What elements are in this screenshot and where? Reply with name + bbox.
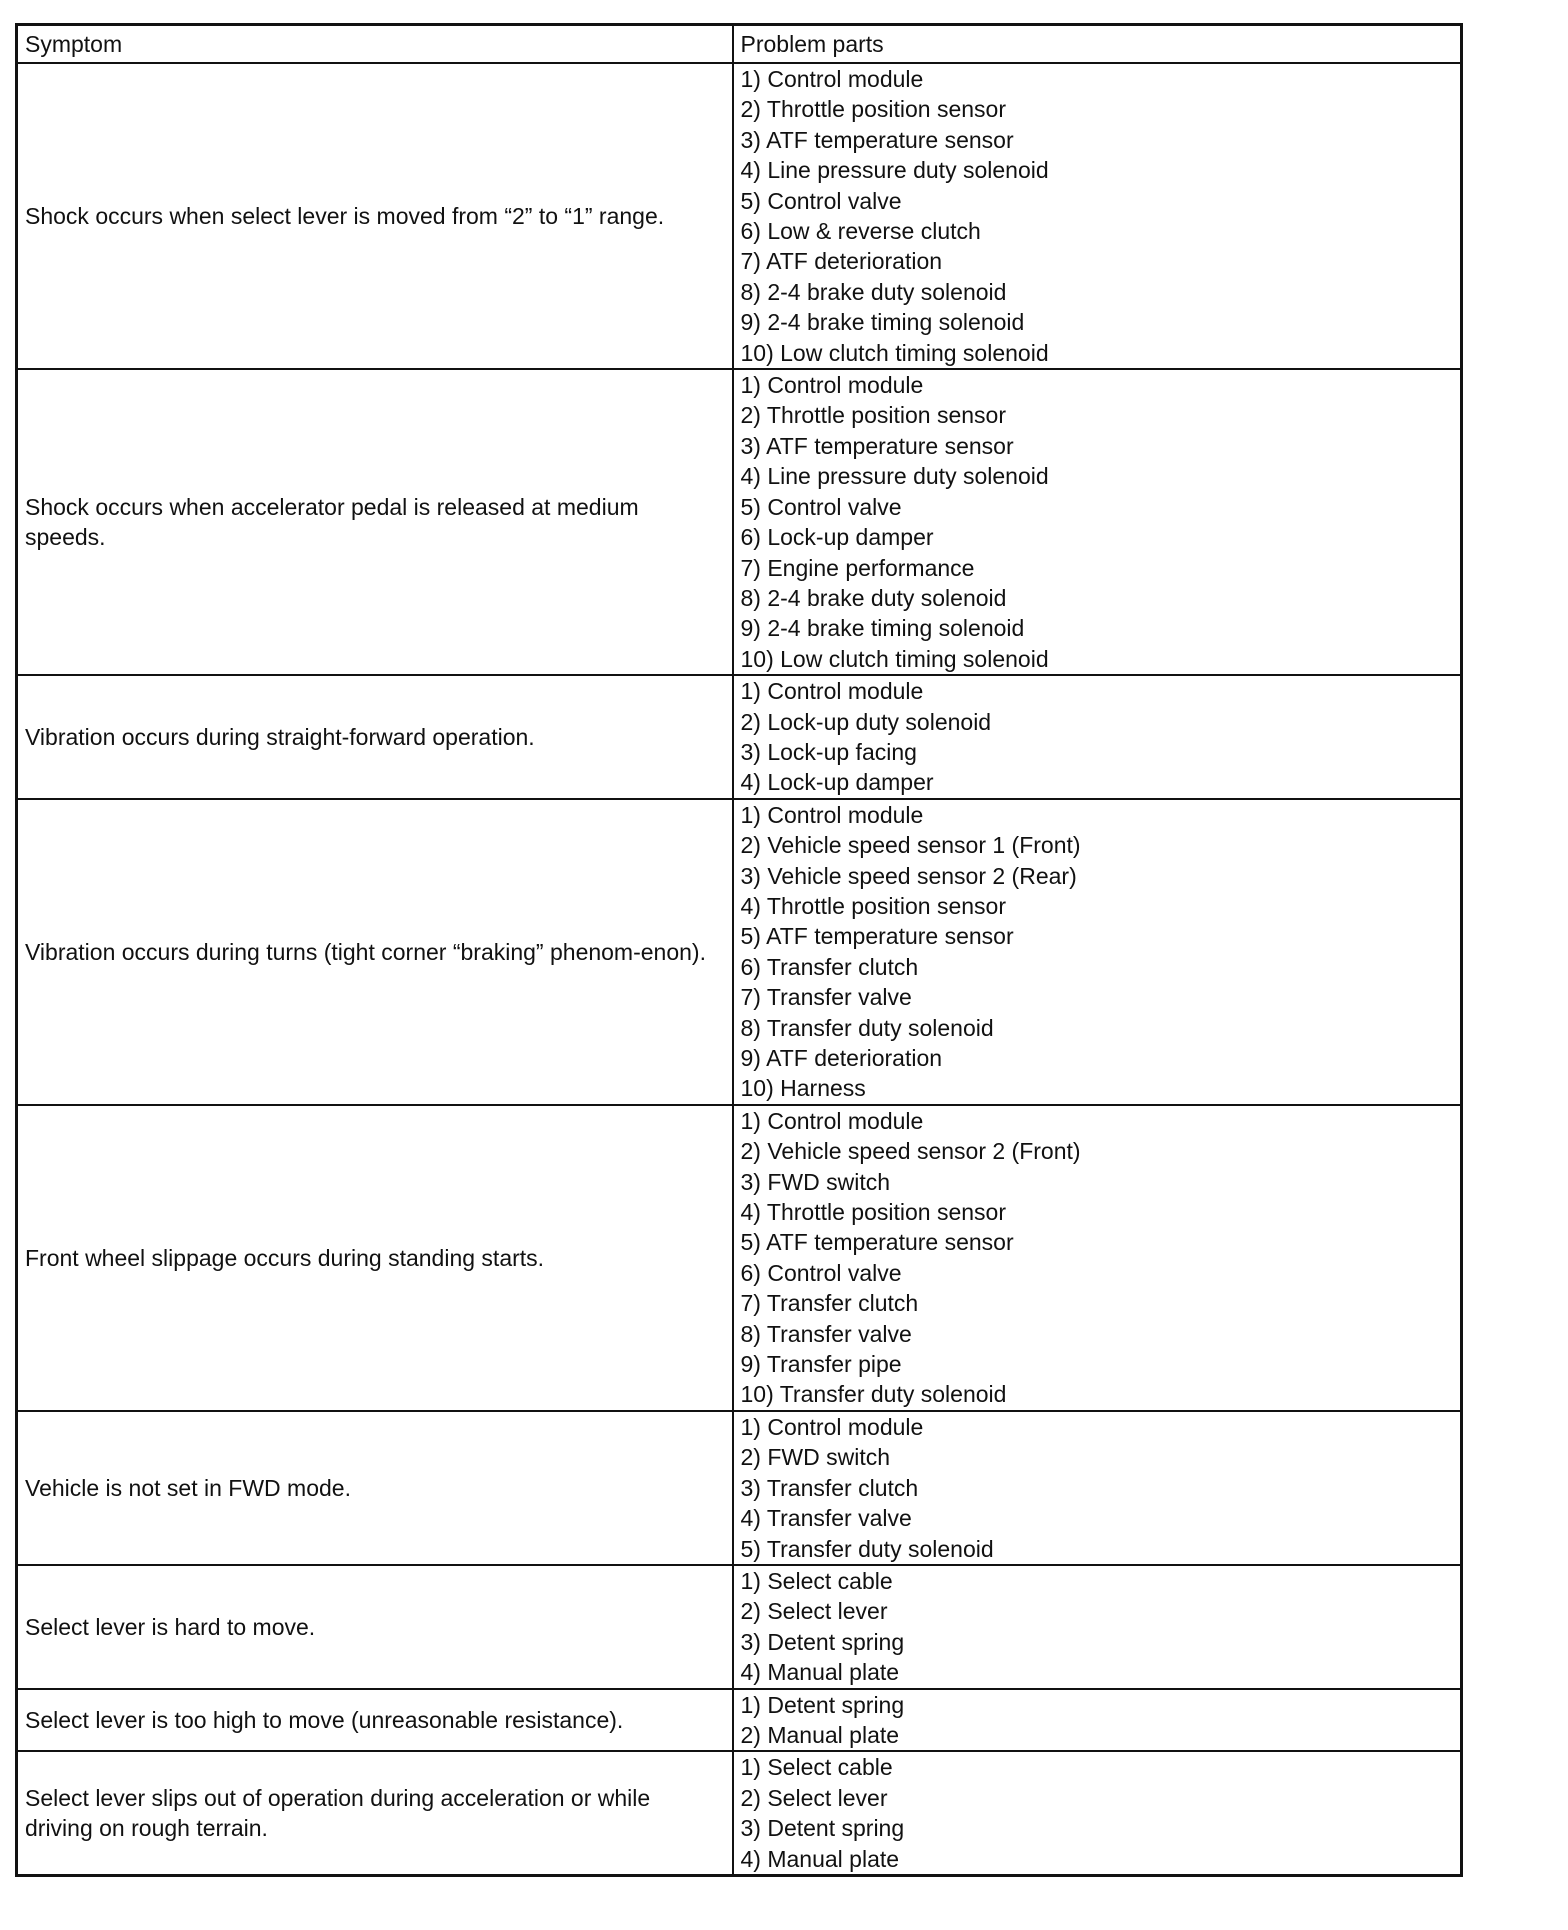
problem-part-item: 2) Throttle position sensor [740,402,1006,429]
problem-part-item: 6) Lock-up damper [740,524,934,551]
symptom-cell [17,799,733,1105]
problem-part-item: 1) Control module [740,372,924,399]
table-row [17,369,1462,675]
table-row [17,63,1462,369]
table-row [17,1565,1462,1689]
problem-part-item: 4) Line pressure duty solenoid [740,157,1049,184]
table-row [17,1751,1462,1875]
problem-parts-cell [733,799,1462,1105]
problem-part-item: 1) Detent spring [740,1691,905,1718]
problem-part-item: 4) Throttle position sensor [740,1199,1006,1226]
problem-part-item: 1) Control module [740,1413,924,1440]
troubleshooting-table [15,23,1463,1877]
problem-parts-list [741,1412,1461,1564]
problem-parts-cell [733,675,1462,799]
symptom-cell [17,1411,733,1565]
problem-part-item: 7) Engine performance [740,554,975,581]
problem-part-item: 2) Throttle position sensor [740,96,1006,123]
problem-parts-list [741,1106,1461,1410]
problem-parts-cell [733,1411,1462,1565]
table-header-row [17,25,1462,64]
problem-part-item: 7) Transfer clutch [740,1290,919,1317]
problem-part-item: 4) Manual plate [740,1659,900,1686]
problem-parts-cell [733,63,1462,369]
problem-part-item: 3) Transfer clutch [740,1474,919,1501]
problem-part-item: 2) Vehicle speed sensor 1 (Front) [740,832,1081,859]
problem-part-item: 1) Select cable [740,1754,893,1781]
symptom-text: Select lever is hard to move. [25,1613,316,1640]
table-row [17,1411,1462,1565]
problem-part-item: 8) 2-4 brake duty solenoid [740,584,1007,611]
table-row [17,1105,1462,1411]
problem-part-item: 9) 2-4 brake timing solenoid [740,309,1025,336]
symptom-cell [17,1689,733,1752]
problem-part-item: 1) Control module [740,66,924,92]
problem-part-item: 2) Lock-up duty solenoid [740,708,992,735]
problem-part-item: 10) Harness [740,1075,866,1102]
symptom-text: Vehicle is not set in FWD mode. [25,1474,351,1501]
problem-part-item: 5) Control valve [740,493,902,520]
problem-part-item: 8) Transfer valve [740,1320,912,1347]
symptom-cell [17,1105,733,1411]
problem-part-item: 1) Control module [740,801,924,828]
problem-parts-cell [733,1689,1462,1752]
symptom-text: Vibration occurs during turns (tight corner “braking” phenom-enon). [25,938,706,965]
problem-part-item: 4) Line pressure duty solenoid [740,463,1049,490]
table-row [17,799,1462,1105]
problem-part-item: 10) Transfer duty solenoid [740,1381,1007,1408]
problem-part-item: 6) Low & reverse clutch [740,218,981,245]
problem-part-item: 3) Detent spring [740,1815,905,1842]
problem-parts-cell [733,369,1462,675]
problem-part-item: 10) Low clutch timing solenoid [740,645,1049,672]
symptom-cell [17,63,733,369]
problem-parts-list [741,1752,1461,1874]
problem-part-item: 2) FWD switch [740,1444,890,1471]
problem-part-item: 10) Low clutch timing solenoid [740,339,1049,366]
problem-part-item: 1) Select cable [740,1567,893,1594]
problem-part-item: 9) ATF deterioration [740,1045,943,1071]
symptom-text: Select lever slips out of operation during acceleration or while driving on rough terrain. [25,1784,651,1842]
problem-parts-cell [733,1105,1462,1411]
symptom-cell [17,1565,733,1689]
problem-part-item: 5) ATF temperature sensor [740,1229,1014,1256]
problem-part-item: 3) ATF temperature sensor [740,432,1014,459]
problem-part-item: 3) Vehicle speed sensor 2 (Rear) [740,862,1077,889]
symptom-text: Front wheel slippage occurs during standing starts. [25,1244,545,1271]
problem-parts-cell [733,1751,1462,1875]
problem-part-item: 2) Vehicle speed sensor 2 (Front) [740,1138,1081,1165]
problem-part-item: 6) Control valve [740,1259,902,1286]
problem-part-item: 3) Lock-up facing [740,738,917,765]
problem-part-item: 9) Transfer pipe [740,1351,902,1378]
symptom-text: Select lever is too high to move (unreasonable resistance). [25,1706,624,1733]
table-row [17,675,1462,799]
problem-parts-list [741,1690,1461,1751]
problem-parts-list [741,1566,1461,1688]
problem-part-item: 2) Select lever [740,1784,888,1811]
problem-parts-list [741,370,1461,674]
symptom-cell [17,675,733,799]
problem-part-item: 4) Lock-up damper [740,769,934,796]
problem-part-item: 3) ATF temperature sensor [740,126,1014,153]
problem-part-item: 6) Transfer clutch [740,953,919,980]
symptom-cell [17,1751,733,1875]
problem-part-item: 5) Transfer duty solenoid [740,1535,994,1562]
problem-part-item: 5) ATF temperature sensor [740,923,1014,950]
problem-parts-column-header: Problem parts [733,25,1462,64]
problem-part-item: 4) Throttle position sensor [740,892,1006,919]
problem-parts-list [741,800,1461,1104]
problem-part-item: 7) Transfer valve [740,984,912,1011]
problem-part-item: 8) 2-4 brake duty solenoid [740,278,1007,305]
problem-part-item: 3) Detent spring [740,1628,905,1655]
problem-part-item: 5) Control valve [740,187,902,214]
problem-part-item: 2) Manual plate [740,1721,900,1748]
problem-part-item: 3) FWD switch [740,1168,890,1195]
problem-parts-list [741,64,1461,368]
problem-part-item: 1) Control module [740,678,924,705]
problem-part-item: 8) Transfer duty solenoid [740,1014,994,1041]
table-row [17,1689,1462,1752]
problem-part-item: 9) 2-4 brake timing solenoid [740,615,1025,642]
problem-part-item: 7) ATF deterioration [740,248,943,275]
problem-part-item: 4) Transfer valve [740,1505,912,1532]
problem-part-item: 4) Manual plate [740,1845,900,1872]
problem-parts-cell [733,1565,1462,1689]
symptom-cell [17,369,733,675]
problem-parts-list [741,676,1461,798]
symptom-text: Shock occurs when accelerator pedal is released at medium speeds. [25,493,639,551]
symptom-text: Vibration occurs during straight-forward operation. [25,723,535,750]
problem-part-item: 1) Control module [740,1107,924,1134]
symptom-text: Shock occurs when select lever is moved from “2” to “1” range. [25,202,665,229]
problem-part-item: 2) Select lever [740,1598,888,1625]
symptom-column-header: Symptom [17,25,733,64]
